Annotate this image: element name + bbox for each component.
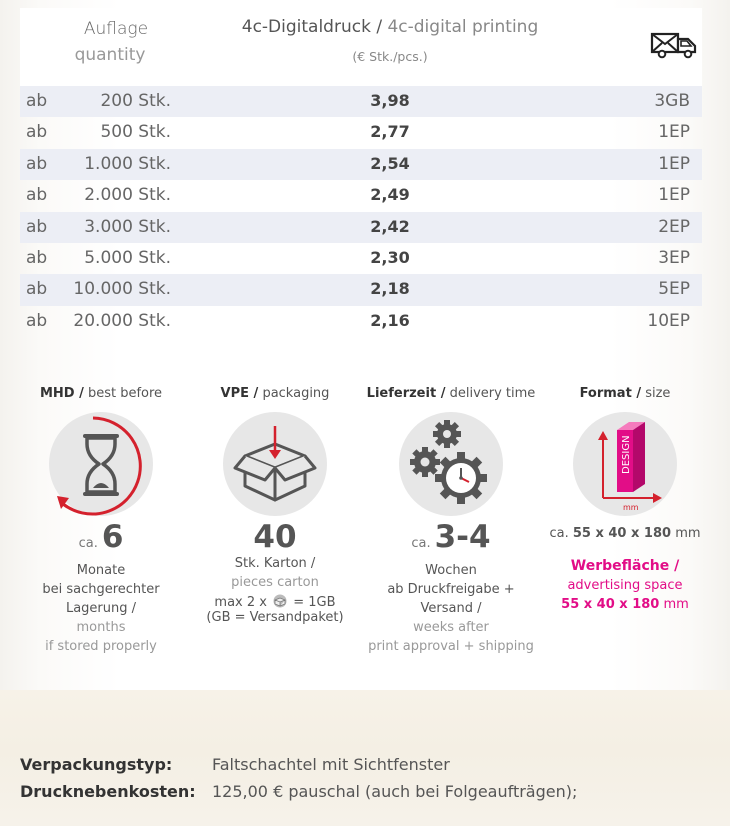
row-shipping: 3EP [658,247,690,268]
header-quantity-en: quantity [74,45,146,65]
row-shipping: 1EP [658,185,690,206]
svg-text:DESIGN: DESIGN [621,435,632,474]
header-price-unit: (€ Stk./pcs.) [352,49,428,64]
packaging-line1: Stk. Karton / [234,556,316,571]
delivery-title: Lieferzeit / delivery time [366,386,536,401]
info-format [535,386,715,614]
best-before-line3: months [76,620,126,635]
table-row [20,306,702,337]
row-prefix: ab [26,216,48,237]
advertising-title-en: advertising space [567,578,683,593]
header-price-title [220,17,560,37]
packaging-title: VPE / packaging [220,386,330,401]
row-price: 2,77 [370,122,410,142]
delivery-value: ca. 3-4 [411,519,491,555]
parcel-icon [271,594,289,608]
format-title: Format / size [579,386,671,401]
best-before-value: ca. 6 [78,519,124,555]
gears-clock-icon [399,412,503,516]
table-row [20,180,702,211]
table-row [20,212,702,243]
row-price: 2,54 [370,153,410,173]
row-quantity: 200 Stk. [100,91,171,111]
print-costs-label: Drucknebenkosten: [20,782,196,801]
design-box-icon [573,412,677,516]
header-quantity-de: Auflage [83,19,149,39]
best-before-line4: if stored properly [45,639,157,654]
packaging-type-value: Faltschachtel mit Sichtfenster [212,755,450,774]
packaging-note2: (GB = Versandpaket) [206,610,344,625]
delivery-line4: print approval + shipping [368,639,534,654]
row-quantity: 10.000 Stk. [73,279,171,300]
table-row [20,117,702,148]
row-prefix: ab [26,310,48,331]
best-before-line1: Monate [76,563,126,578]
row-prefix: ab [26,91,48,111]
truck-mail-icon [650,30,698,64]
row-prefix: ab [26,153,48,174]
best-before-title: MHD / best before [39,386,163,401]
table-row [20,243,702,274]
info-best-before [11,386,191,656]
row-quantity: 5.000 Stk. [84,247,171,268]
delivery-line3: weeks after [413,620,489,635]
price-rows [20,86,702,337]
row-quantity: 500 Stk. [100,122,171,143]
row-shipping: 1EP [658,153,690,174]
row-quantity: 1.000 Stk. [84,153,171,174]
row-price: 3,98 [370,91,410,110]
row-quantity: 2.000 Stk. [84,185,171,206]
table-header [20,8,702,86]
row-prefix: ab [26,279,48,300]
header-price-de: 4c-Digitaldruck / [241,17,383,37]
packaging-type-label: Verpackungstyp: [20,755,173,774]
hourglass-icon [49,412,153,516]
box-icon [223,412,327,516]
row-price: 2,16 [370,310,410,330]
row-prefix: ab [26,122,48,143]
info-packaging [185,386,365,625]
format-size: ca. 55 x 40 x 180 mm [549,526,701,541]
header-price-en: 4c-digital printing [387,17,539,37]
packaging-value: 40 [253,519,297,555]
row-shipping: 10EP [647,310,690,331]
row-shipping: 1EP [658,122,690,143]
print-costs-value: 125,00 € pauschal (auch bei Folgeaufträgen); [212,782,578,801]
row-shipping: 3GB [654,91,690,111]
price-table [20,8,702,337]
row-prefix: ab [26,247,48,268]
table-row [20,86,702,117]
row-price: 2,30 [370,247,410,267]
packaging-note: max 2 x = 1GB [214,595,336,610]
row-shipping: 5EP [658,279,690,300]
row-price: 2,49 [370,185,410,205]
advertising-title: Werbefläche / [570,558,680,574]
advertising-size: 55 x 40 x 180 mm [561,597,689,612]
table-row [20,149,702,180]
delivery-line2: ab Druckfreigabe + Versand / [387,582,515,616]
row-price: 2,18 [370,279,410,299]
row-price: 2,42 [370,216,410,236]
table-row [20,274,702,305]
row-quantity: 20.000 Stk. [73,310,171,331]
info-delivery [361,386,541,656]
svg-text:mm: mm [623,503,639,512]
best-before-line2: bei sachgerechter Lagerung / [42,582,160,616]
row-prefix: ab [26,185,48,206]
row-shipping: 2EP [658,216,690,237]
row-quantity: 3.000 Stk. [84,216,171,237]
packaging-line2: pieces carton [231,575,319,590]
delivery-line1: Wochen [425,563,477,578]
